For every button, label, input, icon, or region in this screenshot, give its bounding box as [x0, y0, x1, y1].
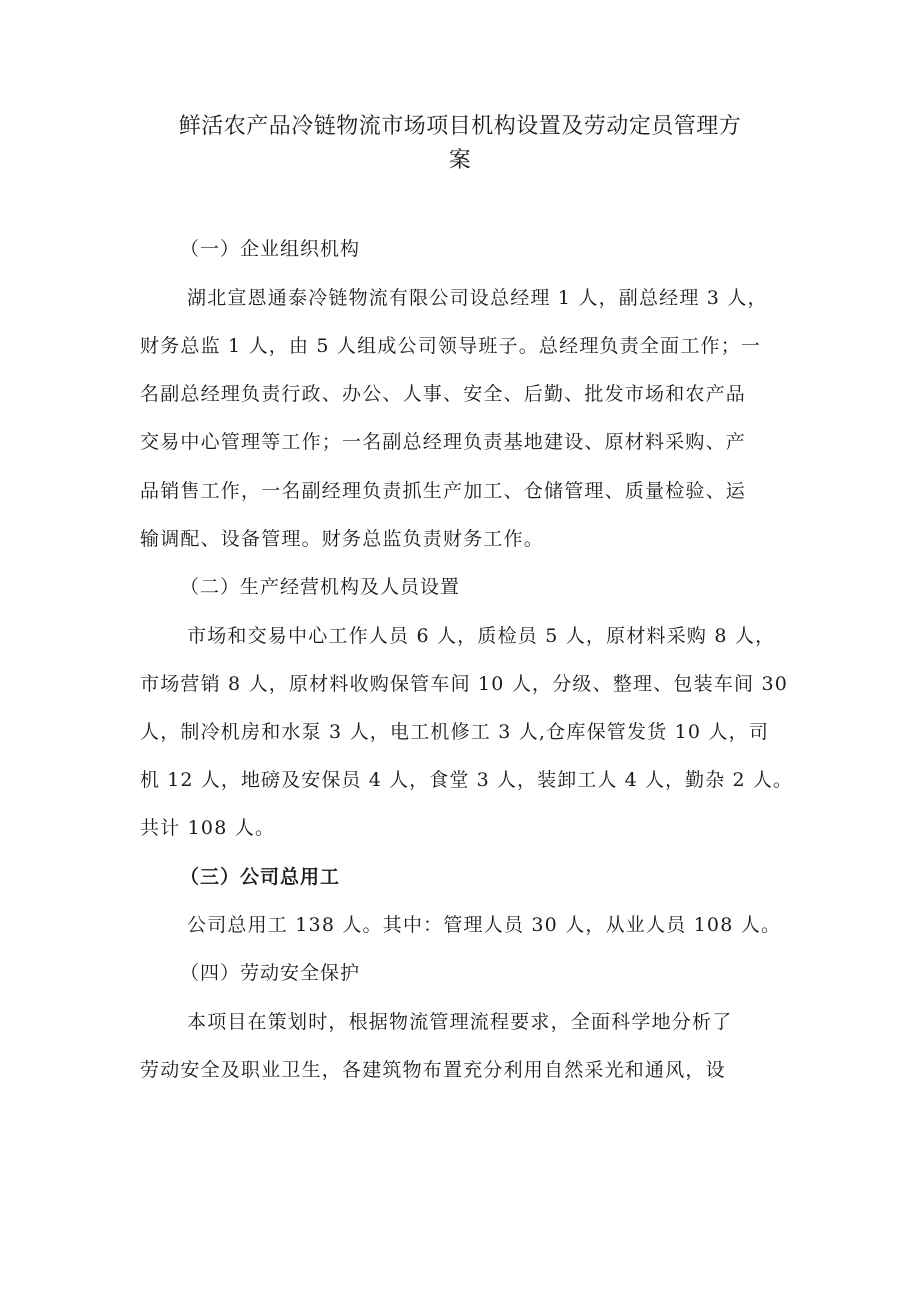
paragraph-line: 湖北宣恩通泰冷链物流有限公司设总经理 1 人，副总经理 3 人，: [187, 287, 768, 309]
title-line-2: 案: [448, 148, 472, 173]
paragraph-line: 本项目在策划时，根据物流管理流程要求，全面科学地分析了: [187, 1011, 733, 1033]
paragraph-line: 市场营销 8 人，原材料收购保管车间 10 人，分级、整理、包装车间 30: [140, 673, 789, 695]
paragraph-line: 共计 108 人。: [140, 817, 276, 839]
paragraph-line: 劳动安全及职业卫生，各建筑物布置充分利用自然采光和通风，设: [140, 1059, 726, 1081]
paragraph-line: 交易中心管理等工作；一名副总经理负责基地建设、原材料采购、产: [140, 431, 747, 453]
paragraph-line: 市场和交易中心工作人员 6 人，质检员 5 人，原材料采购 8 人，: [187, 625, 776, 647]
section-heading-4: （四）劳动安全保护: [180, 962, 361, 984]
paragraph-line: 名副总经理负责行政、办公、人事、安全、后勤、批发市场和农产品: [140, 383, 747, 405]
section-heading-2: （二）生产经营机构及人员设置: [180, 576, 461, 598]
paragraph-line: 人，制冷机房和水泵 3 人，电工机修工 3 人,仓库保管发货 10 人，司: [140, 721, 770, 743]
paragraph-line: 输调配、设备管理。财务总监负责财务工作。: [140, 528, 545, 550]
section-heading-3: （三）公司总用工: [180, 866, 341, 888]
paragraph-line: 财务总监 1 人，由 5 人组成公司领导班子。总经理负责全面工作；一: [140, 335, 762, 357]
paragraph-line: 公司总用工 138 人。其中：管理人员 30 人，从业人员 108 人。: [187, 914, 782, 936]
paragraph-line: 品销售工作，一名副经理负责抓生产加工、仓储管理、质量检验、运: [140, 480, 747, 502]
document-title: [140, 110, 780, 178]
section-heading-1: （一）企业组织机构: [180, 238, 361, 260]
title-line-1: 鲜活农产品冷链物流市场项目机构设置及劳动定员管理方: [178, 114, 742, 139]
paragraph-line: 机 12 人，地磅及安保员 4 人，食堂 3 人，装卸工人 4 人，勤杂 2 人。: [140, 769, 794, 791]
